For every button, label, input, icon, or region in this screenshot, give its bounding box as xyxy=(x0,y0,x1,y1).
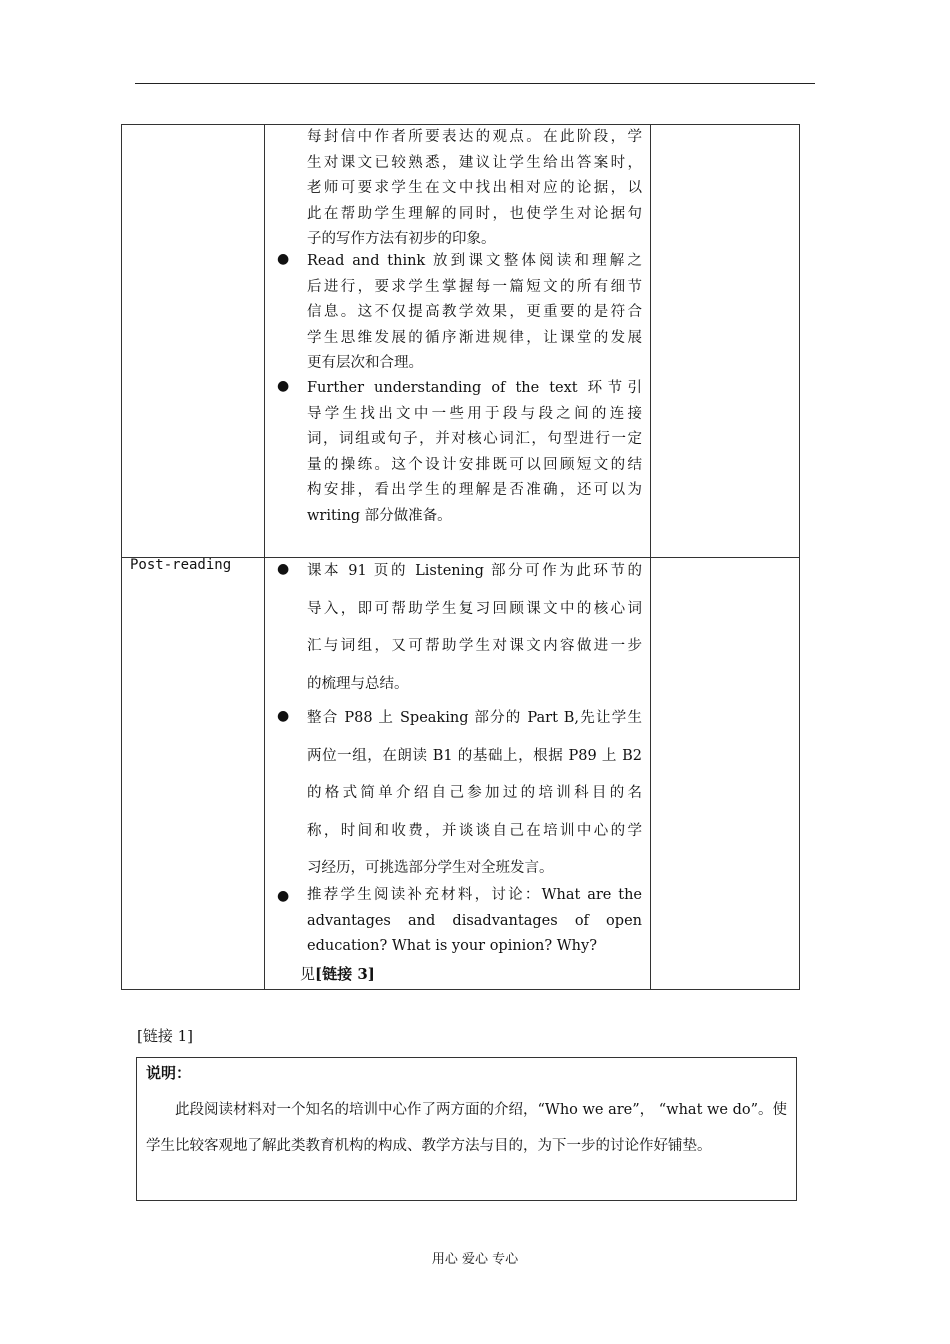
text-line: 老师可要求学生在文中找出相对应的论据，以 xyxy=(307,180,642,196)
text-line: 更有层次和合理。 xyxy=(307,355,423,371)
bullet-item-read-and-think xyxy=(307,249,642,377)
text-line: 称，时间和收费，并谈谈自己在培训中心的学 xyxy=(307,822,642,839)
text-line: 推荐学生阅读补充材料，讨论：What are the xyxy=(307,887,642,903)
see-prefix: 见 xyxy=(300,965,316,983)
text-line: education? What is your opinion? Why? xyxy=(307,938,597,954)
stage-label: Post-reading xyxy=(130,557,232,573)
note-text: 此段阅读材料对一个知名的培训中心作了两方面的介绍，“Who we are”， “what we do”。使学生比较客观地了解此类教育机构的构成、教学方法与目的，为下一步的讨论作好铺垫。 xyxy=(146,1102,788,1154)
link-3[interactable]: [链接 3] xyxy=(315,965,375,983)
link-1-label: [链接 1] xyxy=(137,1027,194,1045)
text-line: 后进行，要求学生掌握每一篇短文的所有细节 xyxy=(307,278,642,295)
lesson-table xyxy=(121,124,800,990)
text-line: 学生思维发展的循序渐进规律，让课堂的发展 xyxy=(307,329,642,346)
text-line: 课本 91 页的 Listening 部分可作为此环节的 xyxy=(307,563,642,579)
note-box xyxy=(136,1057,797,1201)
bullet-item-listening xyxy=(307,553,642,703)
text-line: 信息。这不仅提高教学效果，更重要的是符合 xyxy=(307,304,642,320)
text-line: 导学生找出文中一些用于段与段之间的连接 xyxy=(307,405,642,422)
text-line: 生对课文已较熟悉，建议让学生给出答案时， xyxy=(307,154,642,171)
text-line: 汇与词组，又可帮助学生对课文内容做进一步 xyxy=(307,638,642,654)
bullet-item-supplementary xyxy=(307,883,642,960)
text-line: 整合 P88 上 Speaking 部分的 Part B,先让学生 xyxy=(307,710,642,726)
bullet-item-speaking xyxy=(307,700,642,888)
bullet-icon: ● xyxy=(277,561,290,577)
text-line: 词，词组或句子，并对核心词汇，句型进行一定 xyxy=(307,431,642,447)
text-line: 导入，即可帮助学生复习回顾课文中的核心词 xyxy=(307,600,642,617)
text-line: Further understanding of the text 环节引 xyxy=(307,380,642,396)
text-line: Read and think 放到课文整体阅读和理解之 xyxy=(307,253,642,269)
text-line: 此在帮助学生理解的同时，也使学生对论据句 xyxy=(307,205,642,222)
text-line: 子的写作方法有初步的印象。 xyxy=(307,231,496,247)
note-title: 说明： xyxy=(146,1064,192,1082)
bullet-icon: ● xyxy=(277,888,290,904)
text-line: writing 部分做准备。 xyxy=(307,507,452,524)
text-line: 量的操练。这个设计安排既可以回顾短文的结 xyxy=(307,456,642,473)
text-line: 两位一组，在朗读 B1 的基础上，根据 P89 上 B2 xyxy=(307,747,642,764)
text-line: 构安排，看出学生的理解是否准确，还可以为 xyxy=(307,482,642,498)
text-line: 每封信中作者所要表达的观点。在此阶段，学 xyxy=(307,129,642,145)
text-line: 的格式简单介绍自己参加过的培训科目的名 xyxy=(307,785,642,801)
page-footer: 用心 爱心 专心 xyxy=(431,1252,519,1267)
bullet-icon: ● xyxy=(277,708,290,724)
bullet-icon: ● xyxy=(277,378,290,394)
header-rule xyxy=(135,83,815,84)
text-line: 习经历，可挑选部分学生对全班发言。 xyxy=(307,860,554,876)
see-link-line xyxy=(300,963,375,984)
bullet-item-further-understanding xyxy=(307,376,642,529)
bullet-icon: ● xyxy=(277,251,290,267)
continued-paragraph xyxy=(307,125,642,253)
text-line: advantages and disadvantages of open xyxy=(307,912,642,929)
text-line: 的梳理与总结。 xyxy=(307,675,409,692)
